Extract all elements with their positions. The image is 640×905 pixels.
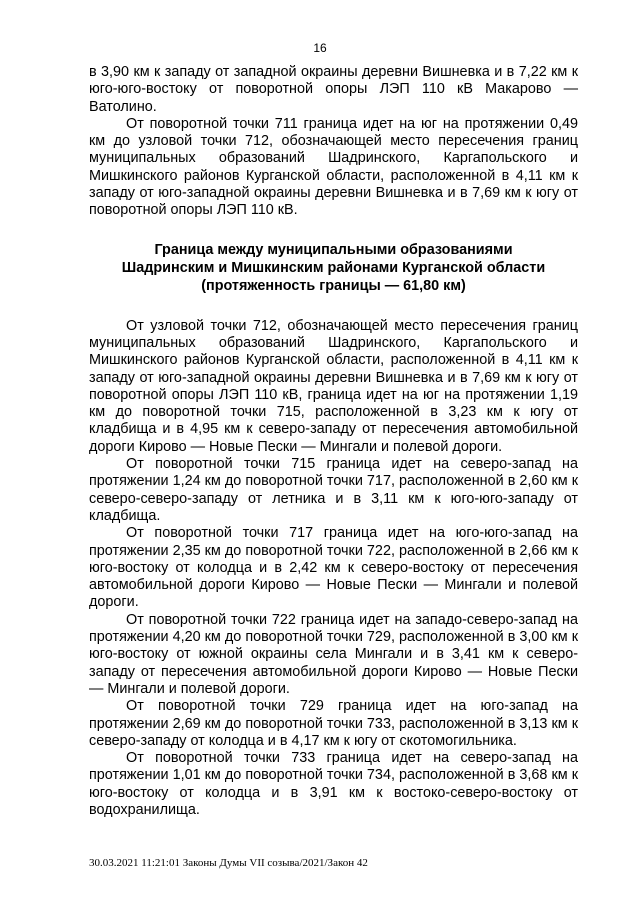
- paragraph: От поворотной точки 711 граница идет на юг на протяжении 0,49 км до узловой точки 712, обозначающей место пересечения границ муниципальных образований Шадринского, Каргапольского и Мишкинского районов Курганской области, расположенной в 4,11 км к западу от юго-западной окраины деревни Вишневка и в 7,69 км к югу от поворотной опоры ЛЭП 110 кВ.: [89, 115, 578, 219]
- section-heading: [89, 241, 578, 295]
- paragraph: От поворотной точки 722 граница идет на западо-северо-запад на протяжении 4,20 км до поворотной точки 729, расположенной в 3,00 км к юго-востоку от южной окраины села Мингали и в 3,41 км к северо-западу от пересечения автомобильной дороги Кирово — Новые Пески — Мингали и полевой дороги.: [89, 611, 578, 697]
- paragraph: От поворотной точки 717 граница идет на юго-юго-запад на протяжении 2,35 км до поворотной точки 722, расположенной в 2,66 км к юго-востоку от колодца и в 2,42 км к северо-востоку от пересечения автомобильной дороги Кирово — Новые Пески — Мингали и полевой дороги.: [89, 525, 578, 611]
- section-heading-length: (протяженность границы — 61,80 км): [201, 277, 466, 294]
- document-footer: 30.03.2021 11:21:01 Законы Думы VII созыва/2021/Закон 42: [89, 857, 368, 869]
- paragraph: От узловой точки 712, обозначающей место пересечения границ муниципальных образований Шадринского, Каргапольского и Мишкинского районов Курганской области, расположенной в 4,11 км к западу от юго-западной окраины деревни Вишневка и в 7,69 км к югу от поворотной опоры ЛЭП 110 кВ, граница идет на юг на протяжении 1,19 км до поворотной точки 715, расположенной в 3,23 км к югу от кладбища и в 4,95 км к северо-западу от пересечения автомобильной дороги Кирово — Новые Пески — Мингали и полевой дороги.: [89, 317, 578, 455]
- paragraph: От поворотной точки 715 граница идет на северо-запад на протяжении 1,24 км до поворотной точки 717, расположенной в 2,60 км к северо-северо-западу от летника и в 3,11 км к юго-юго-западу от кладбища.: [89, 456, 578, 524]
- page-number: 16: [313, 41, 327, 55]
- paragraph: От поворотной точки 733 граница идет на северо-запад на протяжении 1,01 км до поворотной точки 734, расположенной в 3,68 км к юго-востоку от колодца и в 3,91 км к востоко-северо-востоку от водохранилища.: [89, 750, 578, 818]
- section-heading-line: Шадринским и Мишкинским районами Курганской области: [121, 259, 546, 276]
- paragraph: в 3,90 км к западу от западной окраины деревни Вишневка и в 7,22 км к юго-юго-востоку от поворотной опоры ЛЭП 110 кВ Макарово — Ватолино.: [89, 64, 578, 115]
- section-heading-line: Граница между муниципальными образованиями: [154, 241, 513, 258]
- document-body: [89, 64, 578, 819]
- paragraph: От поворотной точки 729 граница идет на юго-запад на протяжении 2,69 км до поворотной точки 733, расположенной в 3,13 км к северо-западу от колодца и в 4,17 км к югу от скотомогильника.: [89, 698, 578, 749]
